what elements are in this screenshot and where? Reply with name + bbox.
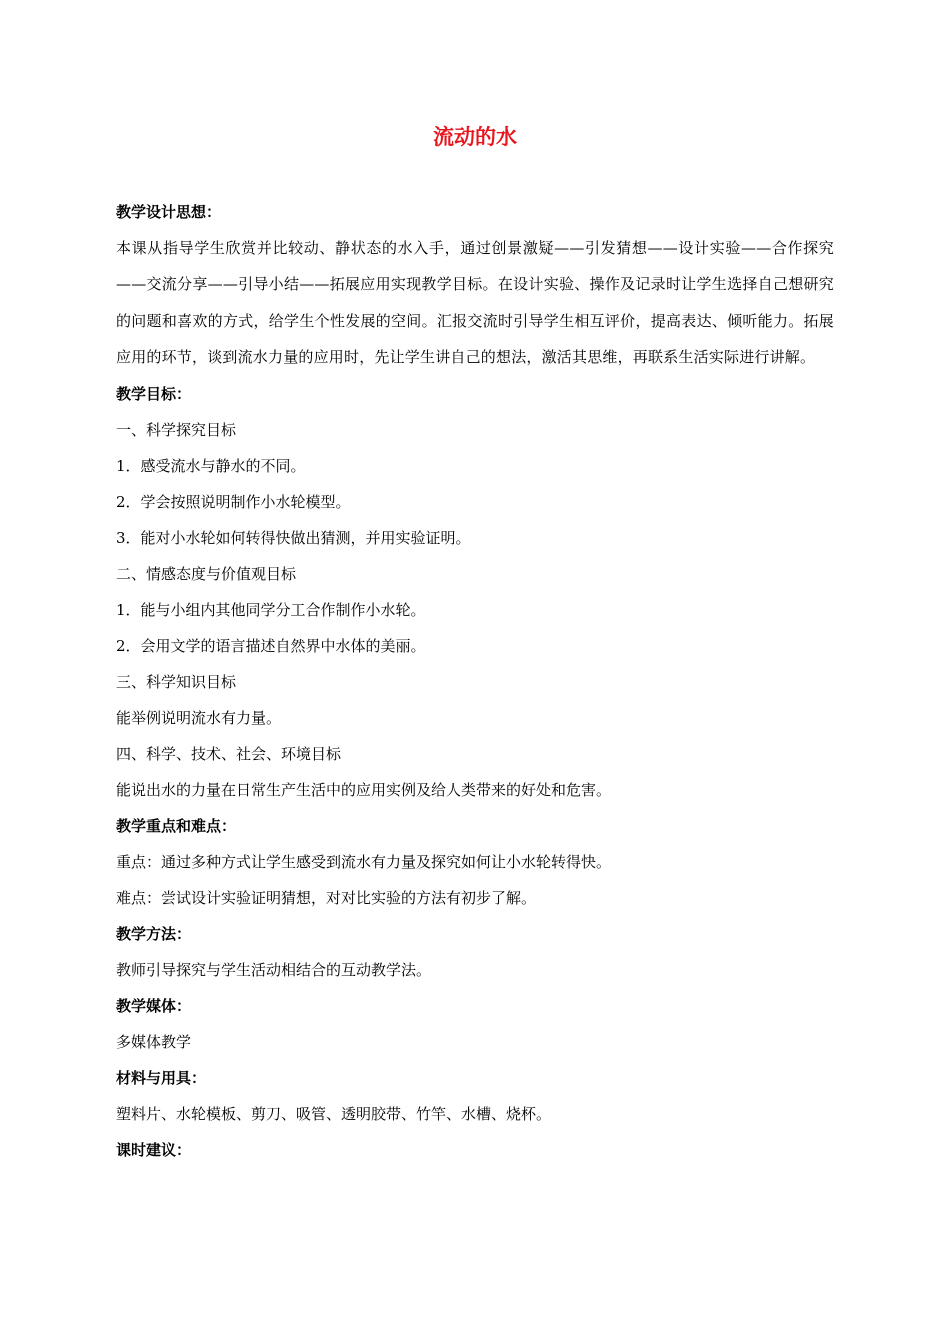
objective-item: 2．学会按照说明制作小水轮模型。 xyxy=(116,492,351,511)
method-item: 教师引导探究与学生活动相结合的互动教学法。 xyxy=(116,960,432,979)
objective-item: 1．能与小组内其他同学分工合作制作小水轮。 xyxy=(116,600,426,619)
materials-item: 塑料片、水轮模板、剪刀、吸管、透明胶带、竹竿、水槽、烧杯。 xyxy=(116,1104,552,1123)
section-heading: 教学重点和难点： xyxy=(116,816,237,835)
section-key-points xyxy=(116,808,834,916)
objective-subheading: 二、情感态度与价值观目标 xyxy=(116,564,297,583)
section-design-thinking xyxy=(116,194,834,376)
section-materials xyxy=(116,1060,834,1132)
section-methods xyxy=(116,916,834,988)
section-paragraph: 本课从指导学生欣赏并比较动、静状态的水入手，通过创景激疑——引发猜想——设计实验——合作探究——交流分享——引导小结——拓展应用实现教学目标。在设计实验、操作及记录时让学生选择自己想研究的问题和喜欢的方式，给学生个性发展的空间。汇报交流时引导学生相互评价，提高表达、倾听能力。拓展应用的环节，谈到流水力量的应用时，先让学生讲自己的想法，激活其思维，再联系生活实际进行讲解。 xyxy=(116,239,834,367)
document-body xyxy=(116,194,834,1168)
media-item: 多媒体教学 xyxy=(116,1032,192,1051)
section-media xyxy=(116,988,834,1060)
objective-item: 2．会用文学的语言描述自然界中水体的美丽。 xyxy=(116,636,426,655)
objective-item: 能说出水的力量在日常生产生活中的应用实例及给人类带来的好处和危害。 xyxy=(116,780,612,799)
section-heading: 教学目标： xyxy=(116,384,192,403)
key-point-item: 重点：通过多种方式让学生感受到流水有力量及探究如何让小水轮转得快。 xyxy=(116,852,612,871)
section-heading: 课时建议： xyxy=(116,1140,192,1159)
section-heading: 材料与用具： xyxy=(116,1068,207,1087)
objective-item: 能举例说明流水有力量。 xyxy=(116,708,282,727)
document-title: 流动的水 xyxy=(433,125,517,149)
objective-subheading: 三、科学知识目标 xyxy=(116,672,237,691)
section-class-hours xyxy=(116,1132,834,1168)
section-objectives xyxy=(116,376,834,808)
section-heading: 教学媒体： xyxy=(116,996,192,1015)
objective-subheading: 四、科学、技术、社会、环境目标 xyxy=(116,744,342,763)
section-heading: 教学方法： xyxy=(116,924,192,943)
section-heading: 教学设计思想： xyxy=(116,203,222,221)
objective-item: 3．能对小水轮如何转得快做出猜测，并用实验证明。 xyxy=(116,528,471,547)
difficulty-item: 难点：尝试设计实验证明猜想，对对比实验的方法有初步了解。 xyxy=(116,888,537,907)
objective-subheading: 一、科学探究目标 xyxy=(116,420,237,439)
objective-item: 1．感受流水与静水的不同。 xyxy=(116,456,306,475)
